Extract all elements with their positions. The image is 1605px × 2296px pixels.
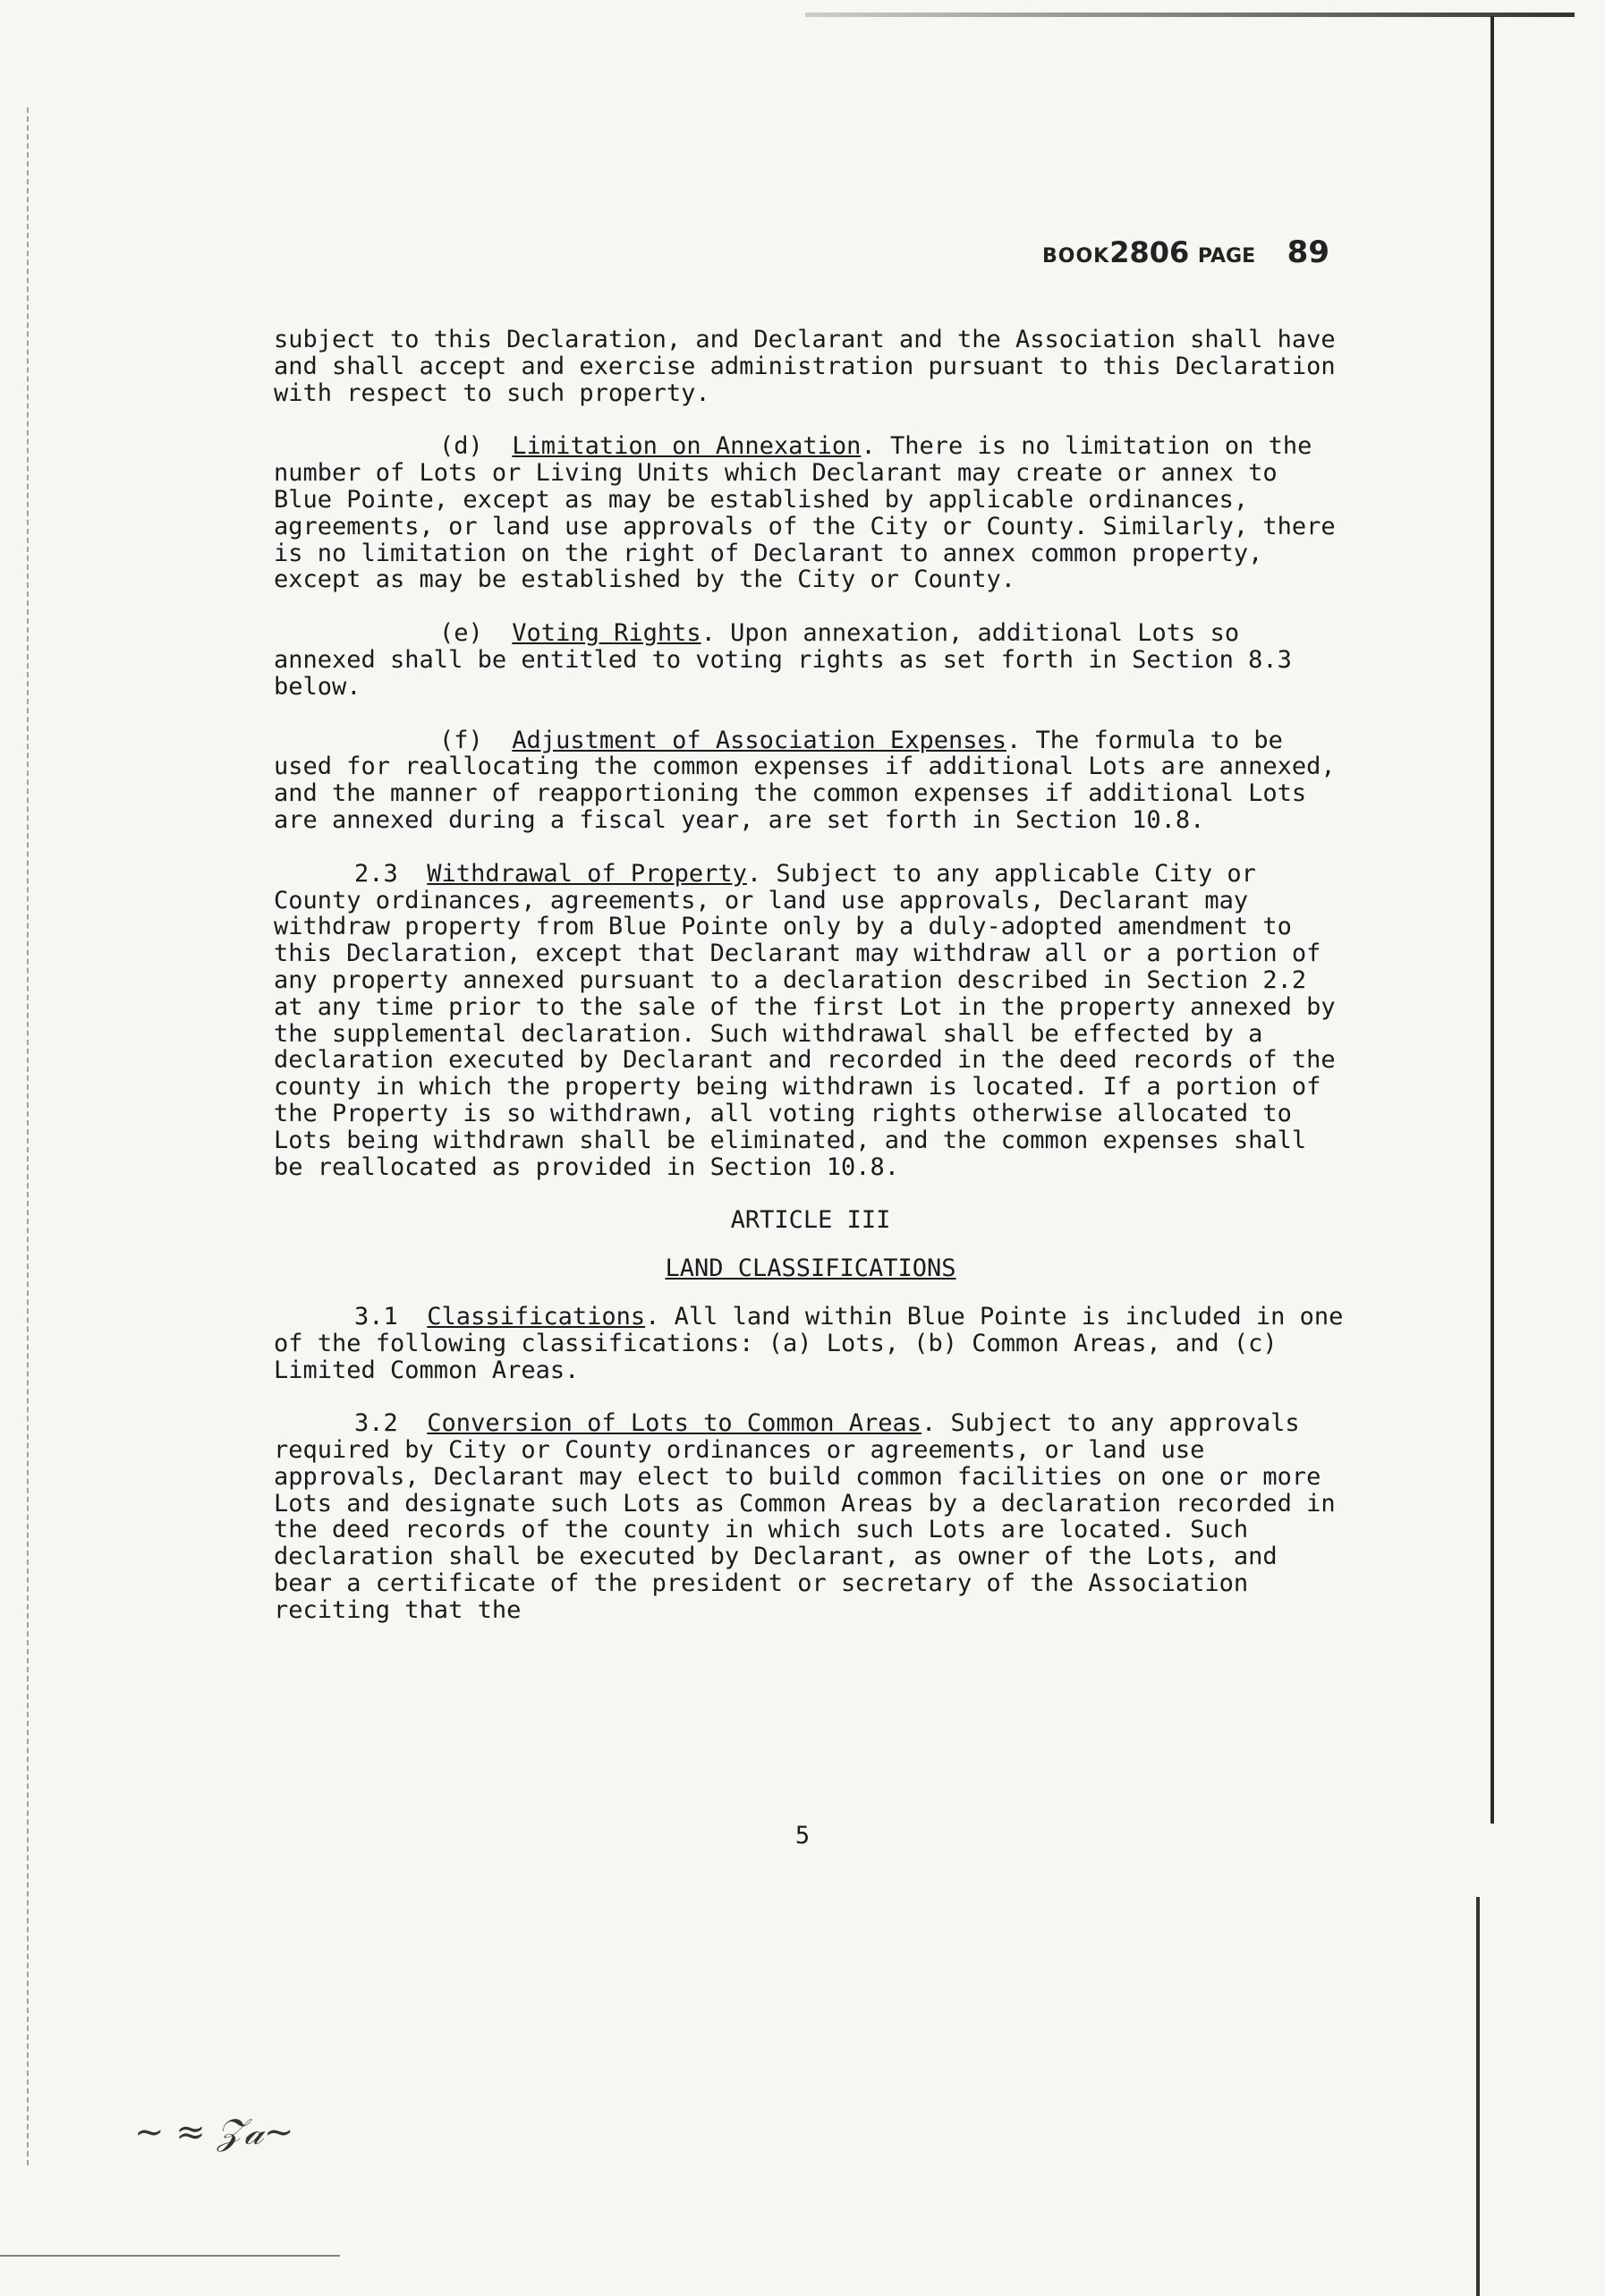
recording-page-number: 89 — [1287, 234, 1329, 270]
page-label: PAGE — [1197, 245, 1256, 268]
handwritten-mark: ~ ≈ 𝒵𝒶~ — [134, 2112, 294, 2153]
section-number: 3.1 — [354, 1302, 398, 1331]
paragraph-body: . Subject to any applicable City or County ordinances, agreements, or land use approvals, Declarant may withdraw property from Blue Pointe only by a duly-adopted amendment to this Declaration, except that Declarant may withdraw all or a portion of any property annexed pursuant to a declaration described in Section 2.2 at any time prior to the sale of the first Lot in the property annexed by the supplemental declaration. Such withdrawal shall be effected by a declaration executed by Declarant and recorded in the deed records of the county in which the property being withdrawn is located. If a portion of the Property is so withdrawn, all voting rights otherwise allocated to Lots being withdrawn shall be eliminated, and the common expenses shall be reallocated as provided in Section 10.8. — [274, 859, 1336, 1181]
section-number: 2.3 — [354, 859, 398, 888]
scan-edge-right-lower — [1476, 1897, 1480, 2296]
paragraph-continuation: subject to this Declaration, and Declarant and the Association shall have and shall accept and exercise administration pursuant to this Declaration with respect to such property. — [274, 326, 1336, 407]
paragraph-lead: (f) — [439, 726, 483, 754]
article-number: ARTICLE III — [730, 1206, 891, 1235]
paragraph-adjustment-expenses — [274, 727, 1347, 834]
paragraph-body: . Subject to any approvals required by City or County ordinances or agreements, or land use approvals, Declarant may elect to build common facilities on one or more Lots and designate such Lots as Common Areas by a declaration recorded in the deed records of the county in which such Lots are located. Such declaration shall be executed by Declarant, as owner of the Lots, and bear a certificate of the president or secretary of the Association reciting that the — [274, 1409, 1336, 1624]
paragraph-lead: (d) — [439, 432, 483, 461]
section-number: 3.2 — [354, 1409, 398, 1438]
scan-edge-left — [27, 107, 30, 2165]
paragraph-voting-rights — [274, 620, 1347, 700]
paragraph-heading: Withdrawal of Property — [427, 859, 747, 888]
paragraph-heading: Voting Rights — [512, 619, 701, 648]
paragraph-limitation-on-annexation — [274, 433, 1347, 593]
book-label: BOOK — [1042, 245, 1110, 268]
paragraph-body: . The formula to be used for reallocating the common expenses if additional Lots are annexed, and the manner of reapportioning the common expenses if additional Lots are annexed during a fiscal year, are set forth in Section 10.8. — [274, 726, 1336, 834]
recording-header — [1042, 234, 1329, 270]
paragraph-withdrawal-of-property — [274, 861, 1347, 1181]
paragraph-conversion-of-lots — [274, 1410, 1347, 1623]
paragraph-classifications — [274, 1304, 1347, 1383]
paragraph-lead: (e) — [439, 619, 483, 648]
paragraph-heading: Limitation on Annexation — [512, 432, 862, 461]
paragraph-body: . There is no limitation on the number of Lots or Living Units which Declarant may create or annex to Blue Pointe, except as may be established by applicable ordinances, agreements, or land use approvals of the City or County. Similarly, there is no limitation on the right of Declarant to annex common property, except as may be established by the City or County. — [274, 432, 1336, 594]
paragraph-heading: Conversion of Lots to Common Areas — [427, 1409, 921, 1438]
scan-edge-right — [1490, 16, 1494, 1824]
page-number: 5 — [794, 1822, 811, 1850]
paragraph-body: . Upon annexation, additional Lots so annexed shall be entitled to voting rights as set forth in Section 8.3 below. — [274, 619, 1292, 701]
article-title: LAND CLASSIFICATIONS — [665, 1254, 956, 1283]
paragraph-body: . All land within Blue Pointe is included in one of the following classifications: (a) Lots, (b) Common Areas, and (c) Limited Common Areas. — [274, 1302, 1344, 1384]
book-volume: 2806 — [1109, 235, 1190, 269]
document-body — [274, 327, 1347, 1651]
paragraph-heading: Adjustment of Association Expenses — [512, 726, 1006, 754]
scan-edge-top — [805, 13, 1575, 17]
paragraph-heading: Classifications — [427, 1302, 646, 1331]
scan-bottom-line — [0, 2255, 340, 2257]
